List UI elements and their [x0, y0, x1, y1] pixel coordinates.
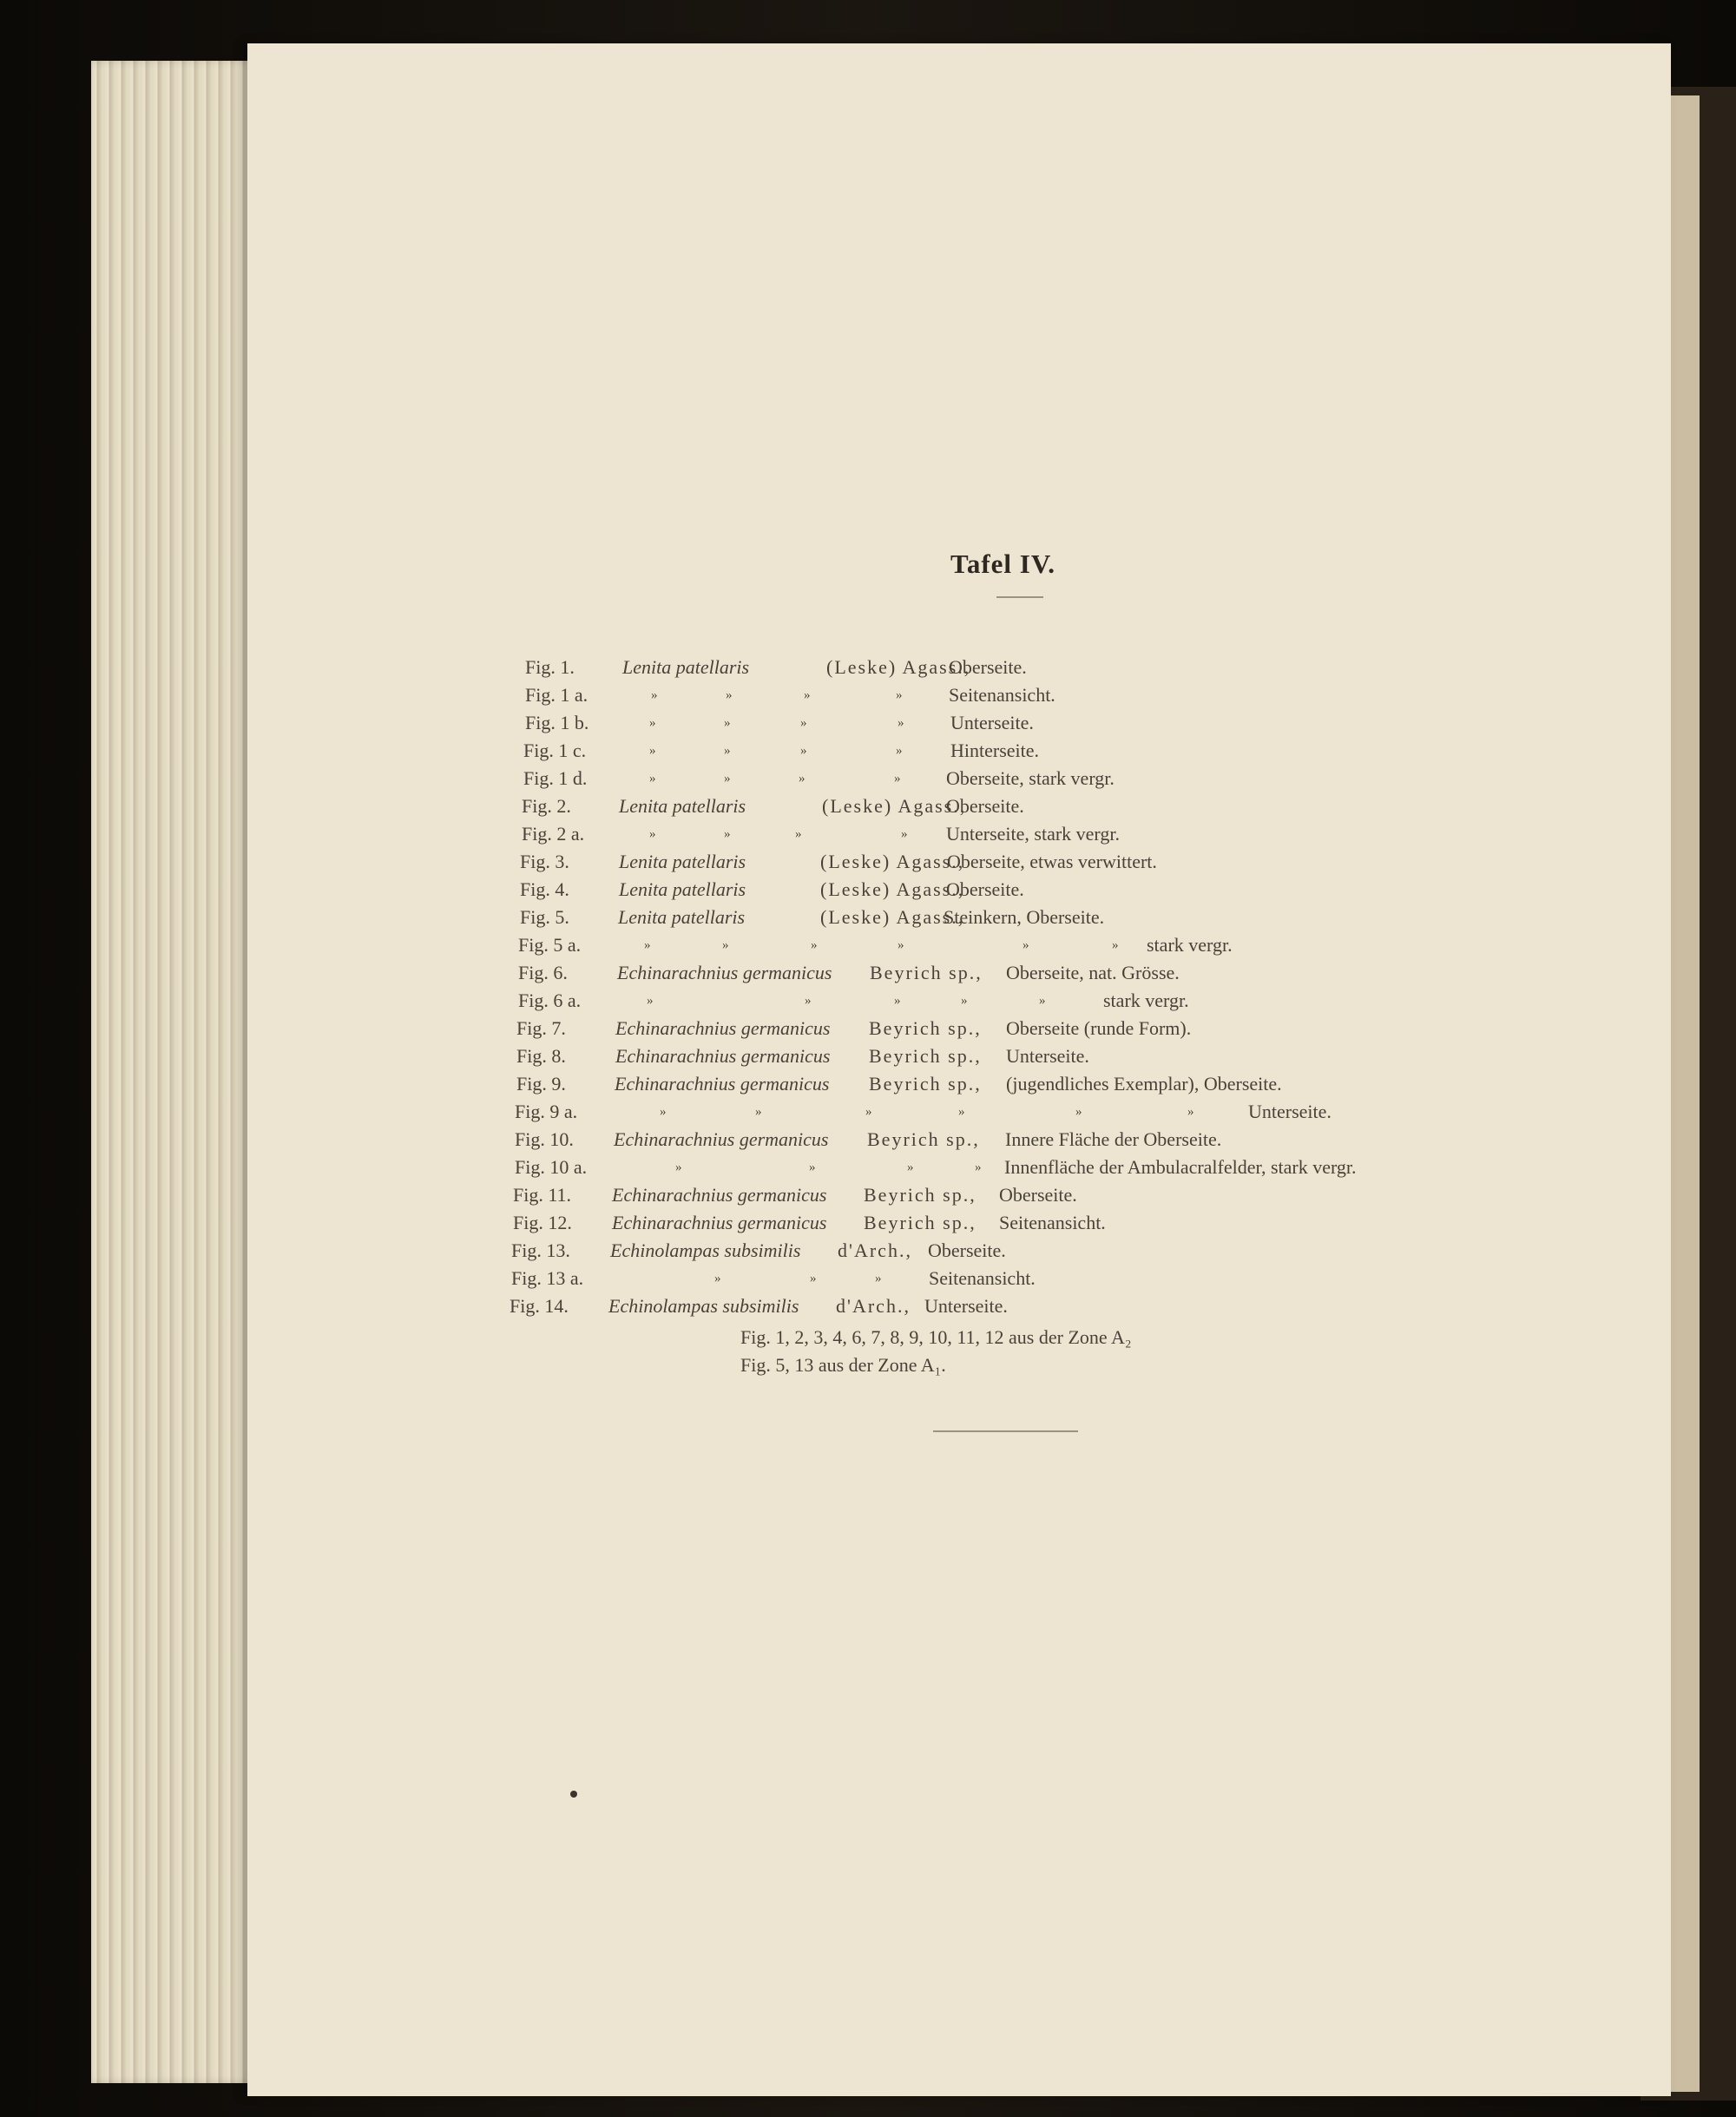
figure-number: Fig. 6. [518, 962, 568, 983]
ditto-mark: » [724, 716, 731, 730]
stacked-page-edges [91, 61, 256, 2083]
figure-number: Fig. 6 a. [518, 989, 582, 1011]
view-description: Seitenansicht. [999, 1212, 1106, 1233]
ditto-mark: » [1075, 1105, 1082, 1119]
figure-number: Fig. 1 c. [523, 740, 587, 761]
ditto-mark: » [649, 744, 656, 758]
author-citation: d'Arch., [836, 1295, 911, 1317]
figure-number: Fig. 4. [520, 878, 569, 900]
figure-number: Fig. 1 a. [525, 684, 589, 706]
figure-number: Fig. 11. [513, 1184, 572, 1206]
view-description: Unterseite. [1006, 1045, 1089, 1067]
author-citation: Beyrich sp., [867, 1128, 980, 1150]
species-name: Lenita patellaris [619, 878, 746, 900]
figure-number: Fig. 1 d. [523, 767, 588, 789]
ditto-mark: » [804, 688, 811, 702]
view-description: Oberseite, nat. Grösse. [1006, 962, 1180, 983]
view-description: Hinterseite. [950, 740, 1040, 761]
title-rule [996, 596, 1043, 598]
ditto-mark: » [649, 827, 656, 841]
ditto-mark: » [805, 994, 812, 1008]
plate-caption [247, 43, 1671, 2096]
ditto-mark: » [649, 772, 656, 786]
species-name: Echinarachnius germanicus [615, 1073, 830, 1095]
ditto-mark: » [810, 1272, 817, 1285]
species-name: Echinarachnius germanicus [612, 1184, 827, 1206]
ditto-mark: » [647, 994, 654, 1008]
figure-number: Fig. 5. [520, 906, 569, 928]
species-name: Echinarachnius germanicus [617, 962, 832, 983]
ditto-mark: » [675, 1160, 682, 1174]
page-title: Tafel IV. [950, 549, 1055, 579]
ditto-mark: » [722, 938, 729, 952]
end-rule [933, 1430, 1078, 1432]
ditto-mark: » [901, 827, 908, 841]
ditto-mark: » [795, 827, 802, 841]
figure-number: Fig. 2 a. [522, 823, 585, 845]
ditto-mark: » [958, 1105, 965, 1119]
view-description: (jugendliches Exemplar), Oberseite. [1006, 1073, 1282, 1095]
view-description: Oberseite. [999, 1184, 1077, 1206]
figure-number: Fig. 9. [516, 1073, 566, 1095]
zone-note: Fig. 5, 13 aus der Zone A₁. [740, 1354, 946, 1376]
species-name: Lenita patellaris [618, 906, 746, 928]
ditto-mark: » [896, 688, 903, 702]
author-citation: Beyrich sp., [870, 962, 983, 983]
view-description: Unterseite. [1248, 1101, 1332, 1122]
ditto-mark: » [898, 938, 904, 952]
ditto-mark: » [651, 688, 658, 702]
ditto-mark: » [724, 772, 731, 786]
species-name: Echinarachnius germanicus [615, 1017, 831, 1039]
ditto-mark: » [894, 994, 901, 1008]
view-description: Oberseite. [949, 656, 1027, 678]
ditto-mark: » [975, 1160, 982, 1174]
figure-number: Fig. 14. [510, 1295, 569, 1317]
figure-number: Fig. 10. [515, 1128, 574, 1150]
view-description: Innenfläche der Ambulacralfelder, stark vergr. [1004, 1156, 1357, 1178]
ditto-mark: » [896, 744, 903, 758]
view-description: Seitenansicht. [949, 684, 1055, 706]
ditto-mark: » [907, 1160, 914, 1174]
ditto-mark: » [1187, 1105, 1194, 1119]
view-description: Steinkern, Oberseite. [944, 906, 1105, 928]
ditto-mark: » [726, 688, 733, 702]
ditto-mark: » [1023, 938, 1029, 952]
ditto-mark: » [755, 1105, 762, 1119]
figure-number: Fig. 7. [516, 1017, 566, 1039]
view-description: Seitenansicht. [929, 1267, 1036, 1289]
zone-note: Fig. 1, 2, 3, 4, 6, 7, 8, 9, 10, 11, 12 aus der Zone A₂ [740, 1326, 1132, 1348]
author-citation: (Leske) Agass., [820, 906, 965, 928]
view-description: stark vergr. [1147, 934, 1233, 956]
ditto-mark: » [724, 827, 731, 841]
view-description: Oberseite (runde Form). [1006, 1017, 1192, 1039]
ditto-mark: » [894, 772, 901, 786]
species-name: Echinolampas subsimilis [608, 1295, 799, 1317]
figure-number: Fig. 10 a. [515, 1156, 588, 1178]
figure-number: Fig. 12. [513, 1212, 572, 1233]
ditto-mark: » [811, 938, 818, 952]
ditto-mark: » [649, 716, 656, 730]
figure-number: Fig. 13 a. [511, 1267, 584, 1289]
ditto-mark: » [660, 1105, 667, 1119]
ditto-mark: » [875, 1272, 882, 1285]
species-name: Echinolampas subsimilis [610, 1239, 801, 1261]
view-description: stark vergr. [1103, 989, 1189, 1011]
ditto-mark: » [800, 716, 807, 730]
author-citation: (Leske) Agass., [826, 656, 971, 678]
ditto-mark: » [714, 1272, 721, 1285]
view-description: Unterseite, stark vergr. [946, 823, 1120, 845]
species-name: Lenita patellaris [619, 795, 746, 817]
author-citation: Beyrich sp., [869, 1045, 982, 1067]
author-citation: Beyrich sp., [864, 1212, 976, 1233]
author-citation: (Leske) Agass., [822, 795, 967, 817]
author-citation: Beyrich sp., [869, 1073, 982, 1095]
author-citation: d'Arch., [838, 1239, 912, 1261]
figure-number: Fig. 2. [522, 795, 571, 817]
ditto-mark: » [644, 938, 651, 952]
view-description: Oberseite. [946, 878, 1024, 900]
author-citation: Beyrich sp., [869, 1017, 982, 1039]
author-citation: Beyrich sp., [864, 1184, 976, 1206]
ditto-mark: » [809, 1160, 816, 1174]
ditto-mark: » [800, 744, 807, 758]
view-description: Oberseite, stark vergr. [946, 767, 1115, 789]
view-description: Oberseite, etwas verwittert. [947, 851, 1157, 872]
view-description: Unterseite. [924, 1295, 1008, 1317]
figure-number: Fig. 9 a. [515, 1101, 578, 1122]
figure-number: Fig. 8. [516, 1045, 566, 1067]
author-citation: (Leske) Agass., [820, 878, 965, 900]
species-name: Echinarachnius germanicus [612, 1212, 827, 1233]
ditto-mark: » [724, 744, 731, 758]
species-name: Lenita patellaris [622, 656, 750, 678]
figure-number: Fig. 5 a. [518, 934, 582, 956]
ditto-mark: » [1112, 938, 1119, 952]
ditto-mark: » [898, 716, 904, 730]
page-speck [570, 1791, 577, 1798]
ditto-mark: » [865, 1105, 872, 1119]
ditto-mark: » [961, 994, 968, 1008]
view-description: Oberseite. [946, 795, 1024, 817]
view-description: Unterseite. [950, 712, 1034, 733]
view-description: Innere Fläche der Oberseite. [1005, 1128, 1222, 1150]
species-name: Echinarachnius germanicus [615, 1045, 831, 1067]
author-citation: (Leske) Agass., [820, 851, 965, 872]
ditto-mark: » [799, 772, 806, 786]
ditto-mark: » [1039, 994, 1046, 1008]
book-page [247, 43, 1671, 2096]
view-description: Oberseite. [928, 1239, 1006, 1261]
figure-number: Fig. 1 b. [525, 712, 589, 733]
figure-number: Fig. 3. [520, 851, 569, 872]
figure-number: Fig. 1. [525, 656, 575, 678]
figure-number: Fig. 13. [511, 1239, 570, 1261]
species-name: Lenita patellaris [619, 851, 746, 872]
species-name: Echinarachnius germanicus [614, 1128, 829, 1150]
